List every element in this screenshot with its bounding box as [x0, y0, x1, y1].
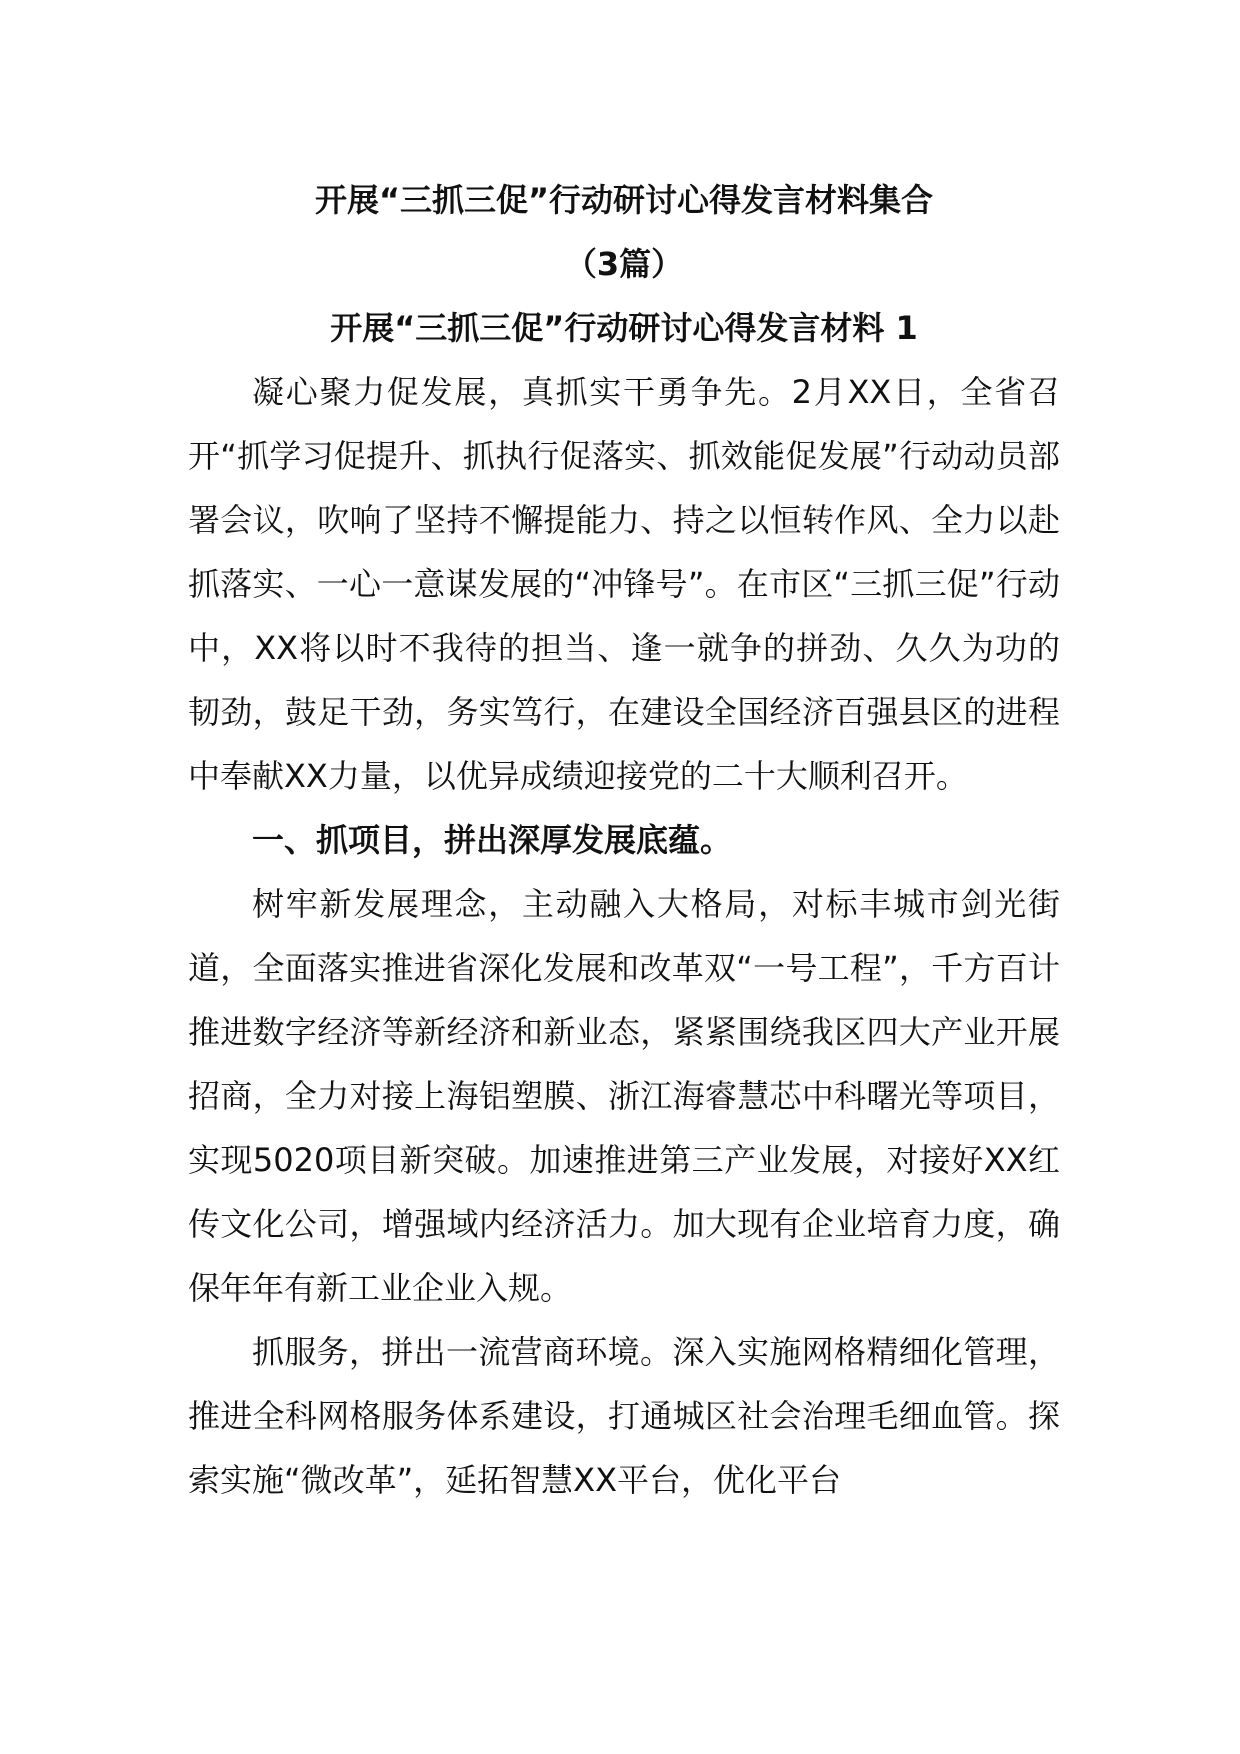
document-page: [188, 168, 1060, 1512]
section-heading-1: 一、抓项目，拼出深厚发展底蕴。: [252, 821, 733, 859]
document-title: 开展“三抓三促”行动研讨心得发言材料集合: [314, 181, 934, 219]
document-subtitle: （3篇）: [564, 245, 684, 283]
body-paragraph-1: 树牢新发展理念，主动融入大格局，对标丰城市剑光街道，全面落实推进省深化发展和改革双“一号工程”，千方百计推进数字经济等新经济和新业态，紧紧围绕我区四大产业开展招商，全力对接上海铝塑膜、浙江海睿慧芯中科曙光等项目，实现5020项目新突破。加速推进第三产业发展，对接好XX红传文化公司，增强域内经济活力。加大现有企业培育力度，确保年年有新工业企业入规。: [188, 885, 1060, 1307]
body-paragraph-2: 抓服务，拼出一流营商环境。深入实施网格精细化管理，推进全科网格服务体系建设，打通城区社会治理毛细血管。探索实施“微改革”，延拓智慧XX平台，优化平台: [188, 1333, 1060, 1499]
article-title: 开展“三抓三促”行动研讨心得发言材料 1: [330, 309, 918, 347]
intro-paragraph: 凝心聚力促发展，真抓实干勇争先。2月XX日，全省召开“抓学习促提升、抓执行促落实、抓效能促发展”行动动员部署会议，吹响了坚持不懈提能力、持之以恒转作风、全力以赴抓落实、一心一意谋发展的“冲锋号”。在市区“三抓三促”行动中，XX将以时不我待的担当、逢一就争的拼劲、久久为功的韧劲，鼓足干劲，务实笃行，在建设全国经济百强县区的进程中奉献XX力量，以优异成绩迎接党的二十大顺利召开。: [188, 373, 1060, 795]
